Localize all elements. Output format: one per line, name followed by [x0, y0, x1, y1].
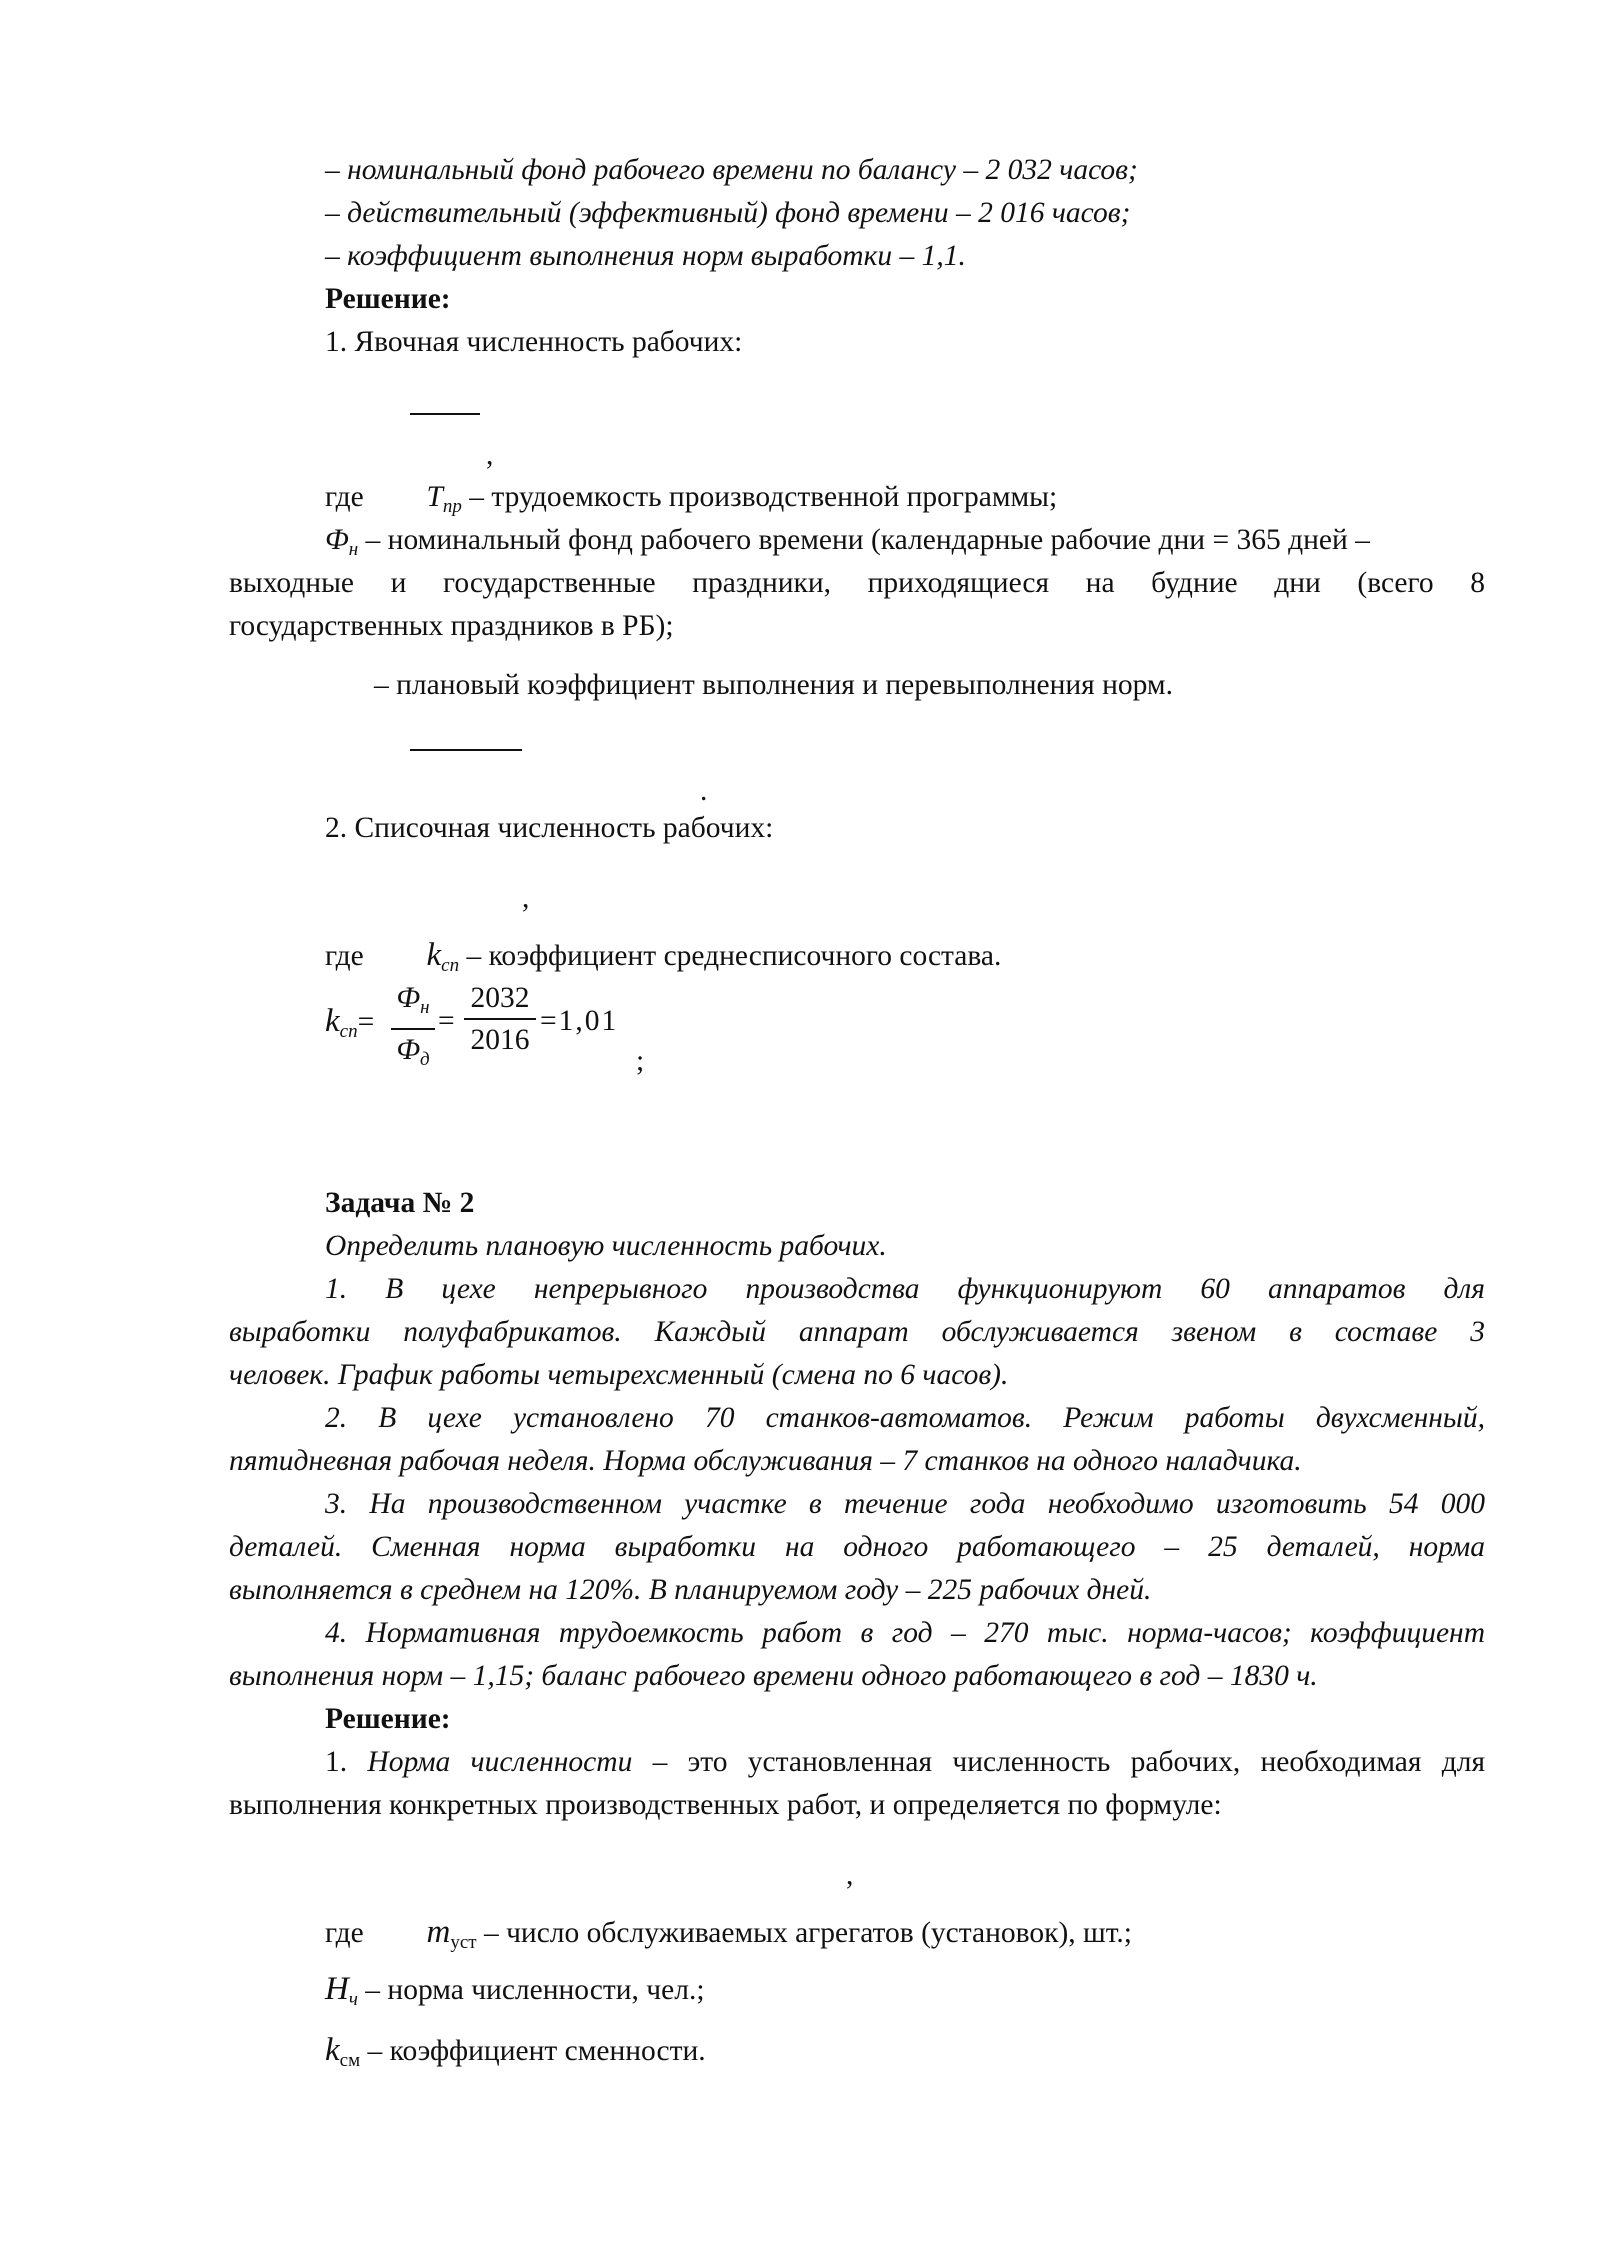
norm-definition: – это установленная численность рабочих, необходимая для: [632, 1746, 1486, 1778]
ksp-formula-k-sub: сп: [339, 1021, 358, 1042]
ksp-formula-eq-2: =: [438, 1005, 455, 1037]
task-2-intro: Определить плановую численность рабочих.: [325, 1230, 887, 1262]
task-2-solution-line-2: выполнения конкретных производственных работ, и определяется по формуле:: [229, 1789, 1222, 1821]
fraction-numerator-symbol: Ф: [396, 982, 421, 1014]
ksp-formula-k: k: [325, 1003, 340, 1039]
fraction-numeric-numerator: 2032: [470, 982, 530, 1014]
ksp-formula-eq-1: =: [357, 1006, 375, 1038]
task-2-p3-line-3: выполняется в среднем на 120%. В планируемом году – 225 рабочих дней.: [229, 1574, 1152, 1606]
m-subscript: уст: [450, 1932, 477, 1953]
k-symbol: k: [325, 2032, 340, 2068]
solution-heading-2: Решение:: [325, 1703, 451, 1735]
fraction-numerator-sub: н: [420, 997, 430, 1018]
step-2-title: 2. Списочная численность рабочих:: [325, 812, 774, 844]
tpr-description: – трудоемкость производственной программы;: [461, 481, 1058, 513]
formula-comma-3: ,: [846, 1859, 854, 1891]
formula-comma-2: ,: [522, 882, 530, 914]
given-line-3: – коэффициент выполнения норм выработки – 1,1.: [325, 240, 966, 272]
k-line: [325, 2029, 706, 2082]
ksp-subscript: сп: [441, 955, 460, 976]
task-2-p3-line-1: 3. На производственном участке в течение года необходимо изготовить 54 000: [325, 1488, 1485, 1520]
solution-step-number: 1.: [325, 1746, 368, 1778]
tpr-symbol: T: [426, 481, 443, 513]
tpr-subscript: пр: [442, 496, 462, 517]
ksp-fraction-symbolic: [391, 978, 435, 1080]
task-2-p2-line-1: 2. В цехе установлено 70 станков-автоматов. Режим работы двухсменный,: [325, 1402, 1485, 1434]
ksp-fraction-numeric: [464, 978, 536, 1060]
ksp-formula-result: =1,01: [540, 1005, 619, 1037]
formula-placeholder-rule-2: [410, 749, 522, 751]
given-line-1: – номинальный фонд рабочего времени по балансу – 2 032 часов;: [325, 154, 1138, 186]
task-2-solution-line-1: [325, 1741, 1485, 1784]
fraction-numeric-denominator: 2016: [470, 1024, 530, 1056]
ksp-symbol: k: [426, 937, 442, 973]
task-2-p1-line-2: выработки полуфабрикатов. Каждый аппарат обслуживается звеном в составе 3: [229, 1316, 1485, 1348]
given-line-2: – действительный (эффективный) фонд времени – 2 016 часов;: [325, 197, 1131, 229]
h-subscript: ч: [348, 1989, 358, 2010]
norm-term: Норма численности: [367, 1746, 633, 1778]
fn-symbol: Ф: [325, 524, 349, 556]
where-label: где: [325, 481, 364, 513]
where-line-m: [325, 1911, 1132, 1964]
fraction-denominator-sub: д: [420, 1049, 430, 1070]
fn-subscript: н: [348, 539, 359, 560]
ksp-formula-lhs: [325, 1000, 374, 1053]
task-2-p1-line-1: 1. В цехе непрерывного производства функционируют 60 аппаратов для: [325, 1273, 1485, 1305]
formula-dot: .: [700, 775, 708, 807]
task-2-p2-line-2: пятидневная рабочая неделя. Норма обслуживания – 7 станков на одного наладчика.: [229, 1445, 1302, 1477]
task-2-p4-line-1: 4. Нормативная трудоемкость работ в год – 270 тыс. норма-часов; коэффициент: [325, 1617, 1485, 1649]
fn-line-2: выходные и государственные праздники, приходящиеся на будние дни (всего 8: [229, 567, 1485, 599]
ksp-formula-semicolon: ;: [636, 1045, 645, 1077]
task-2-p4-line-2: выполнения норм – 1,15; баланс рабочего времени одного работающего в год – 1830 ч.: [229, 1660, 1318, 1692]
fraction-denominator-symbol: Ф: [396, 1034, 421, 1066]
k-subscript: см: [339, 2050, 361, 2071]
plan-coefficient-line: – плановый коэффициент выполнения и перевыполнения норм.: [374, 669, 1173, 701]
m-description: – число обслуживаемых агрегатов (установок), шт.;: [476, 1917, 1133, 1949]
fn-description: – номинальный фонд рабочего времени (календарные рабочие дни = 365 дней –: [358, 524, 1370, 556]
solution-heading-1: Решение:: [325, 283, 451, 315]
formula-placeholder-rule-1: [410, 413, 480, 415]
where-label-3: где: [325, 1917, 364, 1949]
formula-comma-1: ,: [486, 439, 494, 471]
where-label-2: где: [325, 940, 364, 972]
h-symbol: H: [325, 1971, 349, 2007]
h-line: [325, 1968, 705, 2021]
fn-line-3: государственных праздников в РБ);: [229, 610, 674, 642]
ksp-description: – коэффициент среднесписочного состава.: [459, 940, 1002, 972]
h-description: – норма численности, чел.;: [357, 1974, 705, 2006]
task-2-p1-line-3: человек. График работы четырехсменный (смена по 6 часов).: [229, 1359, 1009, 1391]
task-2-title: Задача № 2: [325, 1187, 475, 1219]
task-2-p3-line-2: деталей. Сменная норма выработки на одного работающего – 25 деталей, норма: [229, 1531, 1485, 1563]
step-1-title: 1. Явочная численность рабочих:: [325, 326, 743, 358]
k-description: – коэффициент сменности.: [360, 2035, 706, 2067]
m-symbol: m: [426, 1914, 451, 1950]
